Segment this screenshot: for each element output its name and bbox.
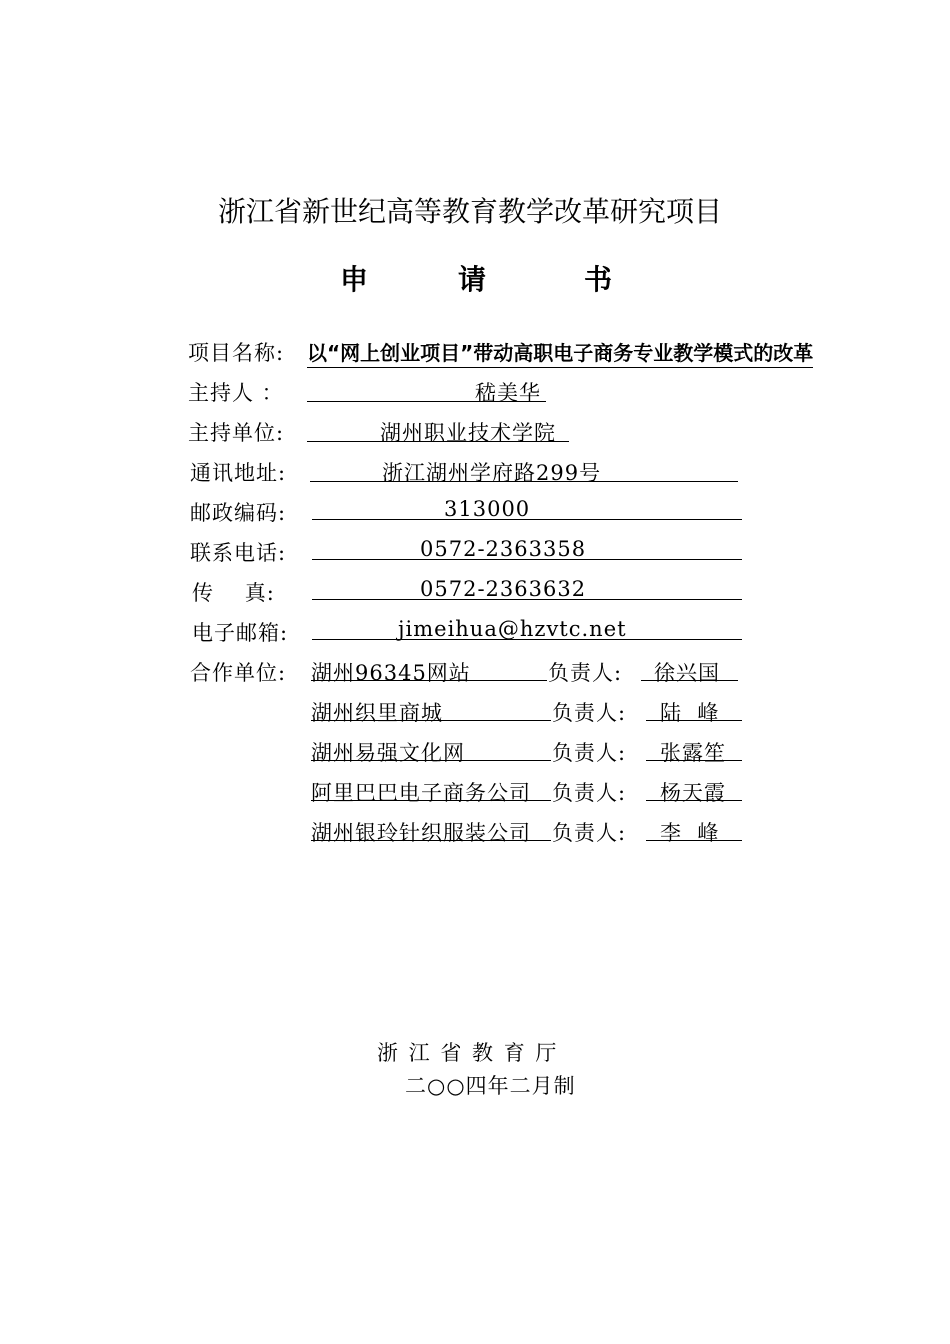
- partner-contact: 陆 峰: [660, 701, 720, 725]
- partner-contact-label: 负责人:: [552, 781, 627, 805]
- partner-contact-label: 负责人:: [552, 701, 627, 725]
- subtitle-char-1: 申: [340, 263, 369, 296]
- fax-value: 0572-2363632: [420, 577, 587, 601]
- partner-contact-label: 负责人:: [552, 821, 627, 845]
- host-unit-value: 湖州职业技术学院: [380, 421, 556, 445]
- host-unit-label: 主持单位:: [188, 421, 285, 445]
- fax-label: 传 真:: [192, 581, 275, 605]
- phone-value: 0572-2363358: [420, 537, 587, 561]
- partner-contact: 李 峰: [660, 821, 720, 845]
- address-value: 浙江湖州学府路299号: [382, 461, 602, 485]
- partner-contact: 徐兴国: [654, 661, 720, 685]
- partner-name: 湖州96345网站: [311, 661, 471, 685]
- host-label: 主持人 ：: [188, 381, 284, 405]
- host-value: 嵇美华: [475, 381, 541, 405]
- phone-label: 联系电话:: [190, 541, 287, 565]
- email-label: 电子邮箱:: [192, 621, 289, 645]
- partner-name: 湖州织里商城: [311, 701, 443, 725]
- partner-contact: 杨天霞: [660, 781, 726, 805]
- address-label: 通讯地址:: [190, 461, 287, 485]
- partner-contact-label: 负责人:: [552, 741, 627, 765]
- document-title: 浙江省新世纪高等教育教学改革研究项目: [218, 195, 723, 228]
- project-name-value: 以“网上创业项目”带动高职电子商务专业教学模式的改革: [307, 337, 813, 368]
- partner-contact: 张露笙: [660, 741, 726, 765]
- project-name-label: 项目名称:: [188, 341, 285, 365]
- partner-name: 阿里巴巴电子商务公司: [311, 781, 531, 805]
- partner-name: 湖州易强文化网: [311, 741, 465, 765]
- subtitle-char-2: 请: [458, 263, 487, 296]
- partners-label: 合作单位:: [190, 661, 287, 685]
- issue-date: 二○○四年二月制: [405, 1074, 576, 1098]
- postcode-value: 313000: [444, 497, 531, 521]
- postcode-label: 邮政编码:: [190, 501, 287, 525]
- subtitle-char-3: 书: [584, 263, 613, 296]
- partner-contact-label: 负责人:: [548, 661, 623, 685]
- issuer: 浙 江 省 教 育 厅: [377, 1041, 559, 1065]
- email-value: jimeihua@hzvtc.net: [398, 617, 627, 641]
- partner-name: 湖州银玲针织服装公司: [311, 821, 531, 845]
